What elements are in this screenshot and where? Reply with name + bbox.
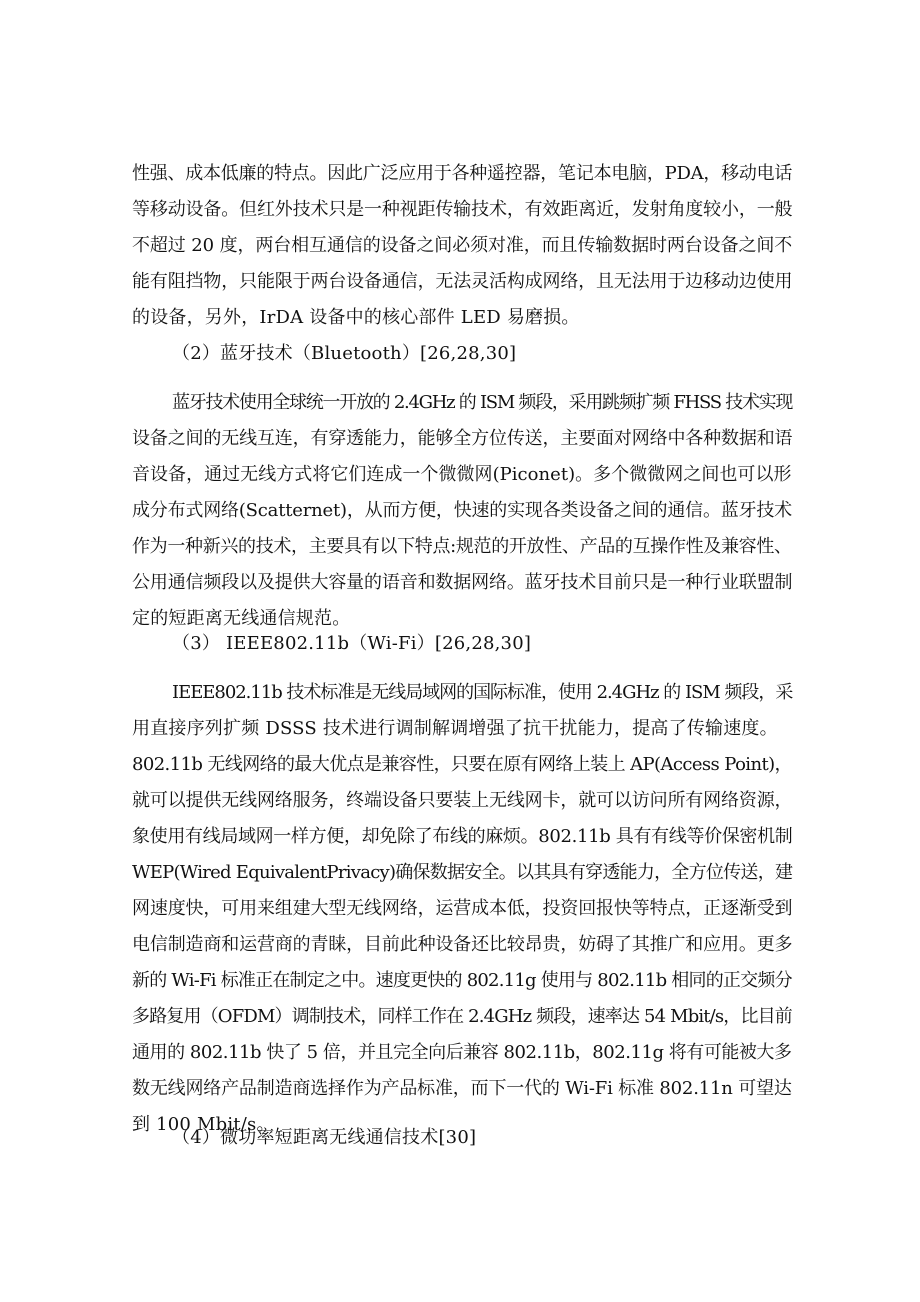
section-heading-wifi: （3） IEEE802.11b（Wi-Fi）[26,28,30] — [172, 633, 532, 654]
text-line: WEP(Wired EquivalentPrivacy)确保数据安全。以其具有穿透能力，全方位传送，建 — [132, 862, 793, 883]
paragraph-bluetooth — [132, 385, 792, 637]
paragraph-wifi — [132, 675, 792, 1143]
text-line: 就可以提供无线网络服务，终端设备只要装上无线网卡，就可以访问所有网络资源， — [132, 790, 793, 811]
text-line: 公用通信频段以及提供大容量的语音和数据网络。蓝牙技术目前只是一种行业联盟制 — [132, 572, 793, 593]
text-line: 定的短距离无线通信规范。 — [132, 608, 351, 629]
text-line: 象使用有线局域网一样方便，却免除了布线的麻烦。802.11b 具有有线等价保密机制 — [132, 826, 793, 847]
text-line: 的设备，另外，IrDA 设备中的核心部件 LED 易磨损。 — [132, 307, 580, 328]
text-line: 到 100 Mbit/s。 — [132, 1114, 275, 1135]
text-line: 用直接序列扩频 DSSS 技术进行调制解调增强了抗干扰能力，提高了传输速度。 — [132, 718, 778, 739]
text-line: 通用的 802.11b 快了 5 倍，并且完全向后兼容 802.11b，802.11g 将有可能被大多 — [132, 1042, 792, 1063]
text-line: 设备之间的无线互连，有穿透能力，能够全方位传送，主要面对网络中各种数据和语 — [132, 428, 793, 449]
text-line: 成分布式网络(Scatternet)，从而方便，快速的实现各类设备之间的通信。蓝牙技术 — [132, 500, 792, 521]
text-line: 作为一种新兴的技术，主要具有以下特点:规范的开放性、产品的互操作性及兼容性、 — [132, 536, 792, 557]
text-line: 电信制造商和运营商的青睐，目前此种设备还比较昂贵，妨碍了其推广和应用。更多 — [132, 934, 793, 955]
text-line: 802.11b 无线网络的最大优点是兼容性，只要在原有网络上装上 AP(Access Point)， — [132, 754, 792, 775]
text-line: 数无线网络产品制造商选择作为产品标准，而下一代的 Wi-Fi 标准 802.11n 可望达 — [132, 1078, 792, 1099]
text-line: 蓝牙技术使用全球统一开放的 2.4GHz 的 ISM 频段，采用跳频扩频 FHSS 技术实现 — [172, 392, 793, 413]
text-line: 网速度快，可用来组建大型无线网络，运营成本低，投资回报快等特点，正逐渐受到 — [132, 898, 793, 919]
section-heading-bluetooth: （2）蓝牙技术（Bluetooth）[26,28,30] — [172, 343, 517, 364]
text-line: 能有阻挡物，只能限于两台设备通信，无法灵活构成网络，且无法用于边移动边使用 — [132, 271, 793, 292]
text-line: 等移动设备。但红外技术只是一种视距传输技术，有效距离近，发射角度较小，一般 — [132, 199, 793, 220]
text-line: 新的 Wi-Fi 标准正在制定之中。速度更快的 802.11g 使用与 802.11b 相同的正交频分 — [132, 970, 792, 991]
section-heading-micropower: （4）微功率短距离无线通信技术[30] — [172, 1127, 477, 1148]
text-line: IEEE802.11b 技术标准是无线局域网的国际标准，使用 2.4GHz 的 ISM 频段，采 — [172, 682, 793, 703]
text-line: 不超过 20 度，两台相互通信的设备之间必须对准，而且传输数据时两台设备之间不 — [132, 235, 793, 256]
text-line: 音设备，通过无线方式将它们连成一个微微网(Piconet)。多个微微网之间也可以形 — [132, 464, 792, 485]
text-line: 多路复用（OFDM）调制技术，同样工作在 2.4GHz 频段，速率达 54 Mbit/s，比目前 — [132, 1006, 792, 1027]
paragraph-infrared-continued — [132, 156, 792, 336]
text-line: 性强、成本低廉的特点。因此广泛应用于各种遥控器，笔记本电脑，PDA，移动电话 — [132, 163, 793, 184]
